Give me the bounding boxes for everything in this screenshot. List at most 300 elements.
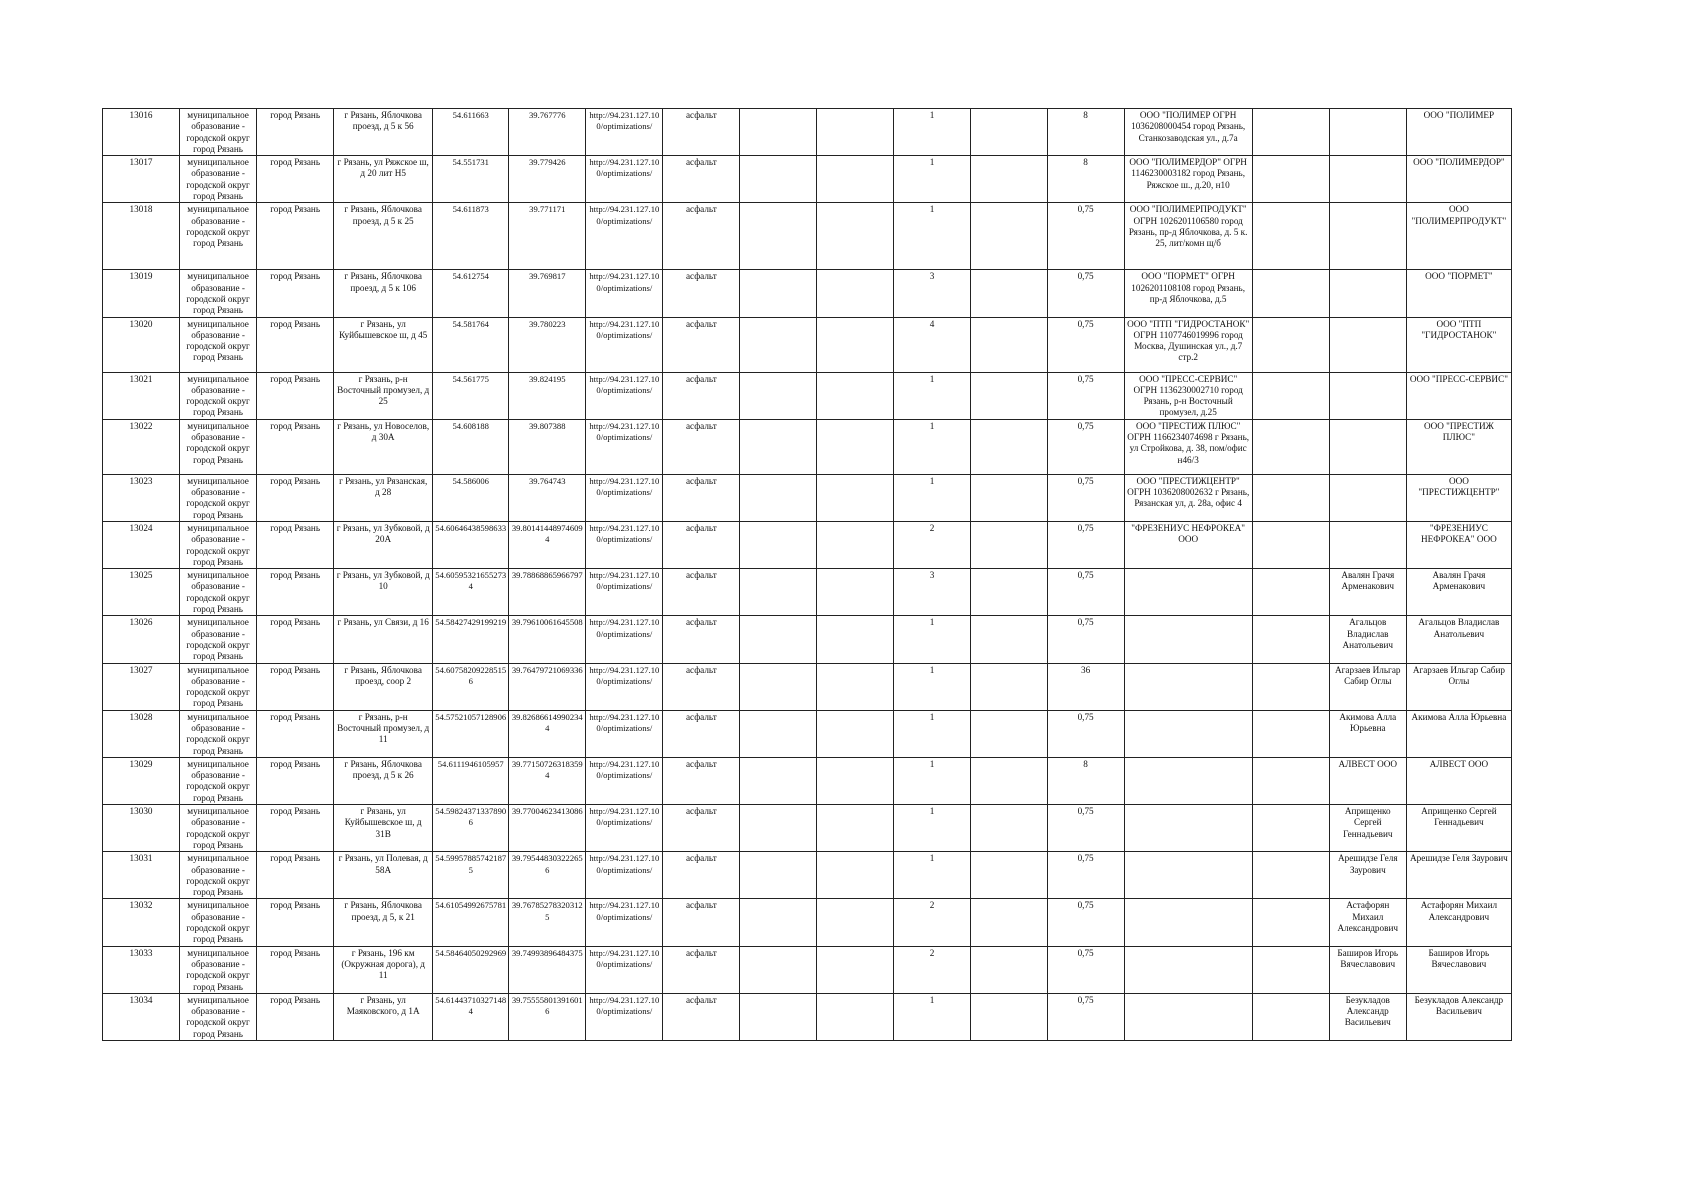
- empty-cell: [1252, 899, 1329, 946]
- city-cell: город Рязань: [257, 419, 334, 474]
- empty-cell: [817, 474, 894, 521]
- empty-cell: [817, 710, 894, 757]
- volume-cell: 0,75: [1047, 270, 1124, 317]
- empty-cell: [970, 993, 1047, 1040]
- volume-cell: 0,75: [1047, 317, 1124, 372]
- empty-cell: [817, 757, 894, 804]
- owner-cell: Агарзаев Ильгар Сабир Оглы: [1406, 663, 1511, 710]
- owner-details-cell: [1124, 993, 1252, 1040]
- latitude-cell: 54.561775: [433, 372, 509, 419]
- row-number: 13018: [103, 203, 180, 270]
- city-cell: город Рязань: [257, 852, 334, 899]
- count-cell: 1: [894, 419, 970, 474]
- empty-cell: [970, 616, 1047, 663]
- row-number: 13022: [103, 419, 180, 474]
- longitude-cell: 39.76785278320312 5: [509, 899, 586, 946]
- responsible-person-cell: Безукладов Александр Васильевич: [1329, 993, 1406, 1040]
- volume-cell: 8: [1047, 109, 1124, 156]
- address-cell: г Рязань, Яблочкова проезд, соор 2: [334, 663, 433, 710]
- empty-cell: [817, 993, 894, 1040]
- row-number: 13025: [103, 569, 180, 616]
- address-cell: г Рязань, р-н Восточный промузел, д 25: [334, 372, 433, 419]
- count-cell: 1: [894, 757, 970, 804]
- municipality-cell: муниципальное образование - городской округ город Рязань: [180, 109, 257, 156]
- surface-cell: асфальт: [663, 946, 740, 993]
- count-cell: 3: [894, 569, 970, 616]
- latitude-cell: 54.581764: [433, 317, 509, 372]
- row-number: 13023: [103, 474, 180, 521]
- table-row: [103, 156, 1512, 203]
- address-cell: г Рязань, р-н Восточный промузел, д 11: [334, 710, 433, 757]
- longitude-cell: 39.76479721069336: [509, 663, 586, 710]
- table-row: [103, 805, 1512, 852]
- count-cell: 1: [894, 663, 970, 710]
- surface-cell: асфальт: [663, 419, 740, 474]
- responsible-person-cell: Агарзаев Ильгар Сабир Оглы: [1329, 663, 1406, 710]
- owner-cell: Баширов Игорь Вячеславович: [1406, 946, 1511, 993]
- surface-cell: асфальт: [663, 474, 740, 521]
- count-cell: 1: [894, 710, 970, 757]
- registry-table: [102, 108, 1512, 1041]
- responsible-person-cell: [1329, 109, 1406, 156]
- latitude-cell: 54.57521057128906: [433, 710, 509, 757]
- longitude-cell: 39.79544830322265 6: [509, 852, 586, 899]
- map-url-cell: http://94.231.127.100/optimizations/: [586, 899, 663, 946]
- count-cell: 1: [894, 474, 970, 521]
- owner-cell: Безукладов Александр Васильевич: [1406, 993, 1511, 1040]
- responsible-person-cell: [1329, 419, 1406, 474]
- city-cell: город Рязань: [257, 109, 334, 156]
- empty-cell: [1252, 663, 1329, 710]
- owner-details-cell: [1124, 710, 1252, 757]
- latitude-cell: 54.61054992675781: [433, 899, 509, 946]
- municipality-cell: муниципальное образование - городской округ город Рязань: [180, 270, 257, 317]
- empty-cell: [1252, 757, 1329, 804]
- city-cell: город Рязань: [257, 521, 334, 568]
- empty-cell: [740, 156, 817, 203]
- latitude-cell: 54.58464050292969: [433, 946, 509, 993]
- longitude-cell: 39.769817: [509, 270, 586, 317]
- row-number: 13033: [103, 946, 180, 993]
- surface-cell: асфальт: [663, 569, 740, 616]
- address-cell: г Рязань, Яблочкова проезд, д 5 к 56: [334, 109, 433, 156]
- responsible-person-cell: [1329, 317, 1406, 372]
- table-row: [103, 899, 1512, 946]
- city-cell: город Рязань: [257, 899, 334, 946]
- count-cell: 1: [894, 993, 970, 1040]
- table-row: [103, 852, 1512, 899]
- map-url-cell: http://94.231.127.100/optimizations/: [586, 805, 663, 852]
- responsible-person-cell: Астафорян Михаил Александрович: [1329, 899, 1406, 946]
- latitude-cell: 54.60595321655273 4: [433, 569, 509, 616]
- address-cell: г Рязань, ул Полевая, д 58А: [334, 852, 433, 899]
- responsible-person-cell: Агальцов Владислав Анатольевич: [1329, 616, 1406, 663]
- surface-cell: асфальт: [663, 616, 740, 663]
- surface-cell: асфальт: [663, 993, 740, 1040]
- empty-cell: [817, 663, 894, 710]
- empty-cell: [817, 109, 894, 156]
- row-number: 13030: [103, 805, 180, 852]
- table-row: [103, 474, 1512, 521]
- city-cell: город Рязань: [257, 757, 334, 804]
- address-cell: г Рязань, ул Зубковой, д 20А: [334, 521, 433, 568]
- city-cell: город Рязань: [257, 317, 334, 372]
- longitude-cell: 39.779426: [509, 156, 586, 203]
- empty-cell: [1252, 805, 1329, 852]
- empty-cell: [1252, 474, 1329, 521]
- owner-cell: Авалян Грачя Арменакович: [1406, 569, 1511, 616]
- address-cell: г Рязань, ул Рязанская, д 28: [334, 474, 433, 521]
- empty-cell: [1252, 156, 1329, 203]
- volume-cell: 0,75: [1047, 419, 1124, 474]
- empty-cell: [740, 474, 817, 521]
- volume-cell: 8: [1047, 757, 1124, 804]
- address-cell: г Рязань, ул Маяковского, д 1А: [334, 993, 433, 1040]
- empty-cell: [970, 710, 1047, 757]
- latitude-cell: 54.608188: [433, 419, 509, 474]
- owner-cell: ООО "ПРЕСТИЖЦЕНТР": [1406, 474, 1511, 521]
- surface-cell: асфальт: [663, 521, 740, 568]
- empty-cell: [817, 317, 894, 372]
- surface-cell: асфальт: [663, 156, 740, 203]
- empty-cell: [740, 372, 817, 419]
- surface-cell: асфальт: [663, 663, 740, 710]
- row-number: 13024: [103, 521, 180, 568]
- address-cell: г Рязань, 196 км (Окружная дорога), д 11: [334, 946, 433, 993]
- empty-cell: [1252, 569, 1329, 616]
- empty-cell: [970, 852, 1047, 899]
- row-number: 13029: [103, 757, 180, 804]
- empty-cell: [740, 569, 817, 616]
- empty-cell: [1252, 710, 1329, 757]
- empty-cell: [970, 317, 1047, 372]
- volume-cell: 0,75: [1047, 852, 1124, 899]
- municipality-cell: муниципальное образование - городской округ город Рязань: [180, 757, 257, 804]
- empty-cell: [970, 419, 1047, 474]
- owner-details-cell: [1124, 663, 1252, 710]
- empty-cell: [817, 203, 894, 270]
- address-cell: г Рязань, ул Куйбышевское ш, д 45: [334, 317, 433, 372]
- table-row: [103, 109, 1512, 156]
- municipality-cell: муниципальное образование - городской округ город Рязань: [180, 852, 257, 899]
- volume-cell: 0,75: [1047, 899, 1124, 946]
- owner-details-cell: ООО "ПОЛИМЕРДОР" ОГРН 1146230003182 город Рязань, Ряжское ш., д.20, н10: [1124, 156, 1252, 203]
- address-cell: г Рязань, ул Связи, д 16: [334, 616, 433, 663]
- empty-cell: [970, 663, 1047, 710]
- municipality-cell: муниципальное образование - городской округ город Рязань: [180, 569, 257, 616]
- empty-cell: [1252, 521, 1329, 568]
- longitude-cell: 39.807388: [509, 419, 586, 474]
- address-cell: г Рязань, Яблочкова проезд, д 5 к 26: [334, 757, 433, 804]
- table-row: [103, 616, 1512, 663]
- longitude-cell: 39.80141448974609 4: [509, 521, 586, 568]
- responsible-person-cell: Акимова Алла Юрьевна: [1329, 710, 1406, 757]
- address-cell: г Рязань, Яблочкова проезд, д 5, к 21: [334, 899, 433, 946]
- municipality-cell: муниципальное образование - городской округ город Рязань: [180, 474, 257, 521]
- map-url-cell: http://94.231.127.100/optimizations/: [586, 156, 663, 203]
- address-cell: г Рязань, ул Ряжское ш, д 20 лит Н5: [334, 156, 433, 203]
- count-cell: 1: [894, 852, 970, 899]
- municipality-cell: муниципальное образование - городской округ город Рязань: [180, 993, 257, 1040]
- longitude-cell: 39.77150726318359 4: [509, 757, 586, 804]
- count-cell: 1: [894, 109, 970, 156]
- address-cell: г Рязань, ул Куйбышевское ш, д 31В: [334, 805, 433, 852]
- volume-cell: 0,75: [1047, 521, 1124, 568]
- city-cell: город Рязань: [257, 156, 334, 203]
- map-url-cell: http://94.231.127.100/optimizations/: [586, 521, 663, 568]
- map-url-cell: http://94.231.127.100/optimizations/: [586, 419, 663, 474]
- municipality-cell: муниципальное образование - городской округ город Рязань: [180, 372, 257, 419]
- map-url-cell: http://94.231.127.100/optimizations/: [586, 109, 663, 156]
- owner-cell: АЛВЕСТ ООО: [1406, 757, 1511, 804]
- map-url-cell: http://94.231.127.100/optimizations/: [586, 474, 663, 521]
- latitude-cell: 54.61443710327148 4: [433, 993, 509, 1040]
- latitude-cell: 54.59957885742187 5: [433, 852, 509, 899]
- latitude-cell: 54.60646438598633: [433, 521, 509, 568]
- row-number: 13019: [103, 270, 180, 317]
- map-url-cell: http://94.231.127.100/optimizations/: [586, 663, 663, 710]
- empty-cell: [1252, 203, 1329, 270]
- municipality-cell: муниципальное образование - городской округ город Рязань: [180, 317, 257, 372]
- address-cell: г Рязань, ул Новоселов, д 30А: [334, 419, 433, 474]
- responsible-person-cell: [1329, 474, 1406, 521]
- longitude-cell: 39.824195: [509, 372, 586, 419]
- empty-cell: [817, 616, 894, 663]
- responsible-person-cell: Баширов Игорь Вячеславович: [1329, 946, 1406, 993]
- empty-cell: [740, 317, 817, 372]
- responsible-person-cell: Арешидзе Геля Заурович: [1329, 852, 1406, 899]
- surface-cell: асфальт: [663, 805, 740, 852]
- empty-cell: [970, 372, 1047, 419]
- map-url-cell: http://94.231.127.100/optimizations/: [586, 616, 663, 663]
- map-url-cell: http://94.231.127.100/optimizations/: [586, 317, 663, 372]
- count-cell: 3: [894, 270, 970, 317]
- table-row: [103, 663, 1512, 710]
- longitude-cell: 39.77004623413086: [509, 805, 586, 852]
- city-cell: город Рязань: [257, 946, 334, 993]
- table-row: [103, 710, 1512, 757]
- longitude-cell: 39.780223: [509, 317, 586, 372]
- surface-cell: асфальт: [663, 270, 740, 317]
- empty-cell: [1252, 109, 1329, 156]
- latitude-cell: 54.586006: [433, 474, 509, 521]
- owner-details-cell: [1124, 616, 1252, 663]
- responsible-person-cell: [1329, 156, 1406, 203]
- owner-cell: Акимова Алла Юрьевна: [1406, 710, 1511, 757]
- empty-cell: [970, 946, 1047, 993]
- city-cell: город Рязань: [257, 203, 334, 270]
- latitude-cell: 54.611873: [433, 203, 509, 270]
- empty-cell: [970, 203, 1047, 270]
- municipality-cell: муниципальное образование - городской округ город Рязань: [180, 946, 257, 993]
- row-number: 13032: [103, 899, 180, 946]
- count-cell: 2: [894, 946, 970, 993]
- registry-rows: [103, 109, 1512, 1041]
- empty-cell: [1252, 317, 1329, 372]
- volume-cell: 0,75: [1047, 474, 1124, 521]
- table-row: [103, 372, 1512, 419]
- volume-cell: 0,75: [1047, 616, 1124, 663]
- empty-cell: [740, 993, 817, 1040]
- count-cell: 1: [894, 203, 970, 270]
- city-cell: город Рязань: [257, 993, 334, 1040]
- empty-cell: [970, 569, 1047, 616]
- owner-cell: ООО "ПОРМЕТ": [1406, 270, 1511, 317]
- owner-cell: Агальцов Владислав Анатольевич: [1406, 616, 1511, 663]
- longitude-cell: 39.764743: [509, 474, 586, 521]
- empty-cell: [740, 419, 817, 474]
- row-number: 13027: [103, 663, 180, 710]
- row-number: 13020: [103, 317, 180, 372]
- table-row: [103, 757, 1512, 804]
- empty-cell: [740, 946, 817, 993]
- empty-cell: [740, 899, 817, 946]
- surface-cell: асфальт: [663, 710, 740, 757]
- count-cell: 1: [894, 156, 970, 203]
- row-number: 13017: [103, 156, 180, 203]
- map-url-cell: http://94.231.127.100/optimizations/: [586, 852, 663, 899]
- empty-cell: [817, 372, 894, 419]
- responsible-person-cell: [1329, 203, 1406, 270]
- owner-cell: Арешидзе Геля Заурович: [1406, 852, 1511, 899]
- longitude-cell: 39.771171: [509, 203, 586, 270]
- surface-cell: асфальт: [663, 852, 740, 899]
- empty-cell: [817, 852, 894, 899]
- latitude-cell: 54.551731: [433, 156, 509, 203]
- empty-cell: [1252, 616, 1329, 663]
- table-row: [103, 203, 1512, 270]
- owner-cell: ООО "ПОЛИМЕРПРОДУКТ": [1406, 203, 1511, 270]
- empty-cell: [740, 805, 817, 852]
- owner-details-cell: [1124, 569, 1252, 616]
- latitude-cell: 54.59824371337890 6: [433, 805, 509, 852]
- owner-details-cell: ООО "ПРЕСТИЖ ПЛЮС" ОГРН 1166234074698 г Рязань, ул Стройкова, д. 38, пом/офис н46/3: [1124, 419, 1252, 474]
- empty-cell: [740, 757, 817, 804]
- count-cell: 1: [894, 616, 970, 663]
- owner-details-cell: ООО "ПОЛИМЕРПРОДУКТ" ОГРН 1026201106580 город Рязань, пр-д Яблочкова, д. 5 к. 25, лит/комн щ/б: [1124, 203, 1252, 270]
- owner-cell: Априщенко Сергей Геннадьевич: [1406, 805, 1511, 852]
- responsible-person-cell: Априщенко Сергей Геннадьевич: [1329, 805, 1406, 852]
- empty-cell: [740, 852, 817, 899]
- table-row: [103, 270, 1512, 317]
- responsible-person-cell: [1329, 372, 1406, 419]
- count-cell: 4: [894, 317, 970, 372]
- volume-cell: 0,75: [1047, 569, 1124, 616]
- city-cell: город Рязань: [257, 569, 334, 616]
- latitude-cell: 54.60758209228515 6: [433, 663, 509, 710]
- owner-details-cell: ООО "ПОРМЕТ" ОГРН 1026201108108 город Рязань, пр-д Яблочкова, д.5: [1124, 270, 1252, 317]
- address-cell: г Рязань, Яблочкова проезд, д 5 к 25: [334, 203, 433, 270]
- address-cell: г Рязань, Яблочкова проезд, д 5 к 106: [334, 270, 433, 317]
- owner-cell: ООО "ПРЕСТИЖ ПЛЮС": [1406, 419, 1511, 474]
- city-cell: город Рязань: [257, 616, 334, 663]
- owner-details-cell: ООО "ПРЕСС-СЕРВИС" ОГРН 1136230002710 город Рязань, р-н Восточный промузел, д.25: [1124, 372, 1252, 419]
- table-row: [103, 317, 1512, 372]
- municipality-cell: муниципальное образование - городской округ город Рязань: [180, 710, 257, 757]
- longitude-cell: 39.74993896484375: [509, 946, 586, 993]
- owner-cell: "ФРЕЗЕНИУС НЕФРОКЕА" ООО: [1406, 521, 1511, 568]
- city-cell: город Рязань: [257, 372, 334, 419]
- volume-cell: 0,75: [1047, 372, 1124, 419]
- volume-cell: 0,75: [1047, 946, 1124, 993]
- municipality-cell: муниципальное образование - городской округ город Рязань: [180, 663, 257, 710]
- map-url-cell: http://94.231.127.100/optimizations/: [586, 946, 663, 993]
- owner-details-cell: ООО "ПРЕСТИЖЦЕНТР" ОГРН 1036208002632 г Рязань, Рязанская ул, д. 28а, офис 4: [1124, 474, 1252, 521]
- row-number: 13016: [103, 109, 180, 156]
- owner-details-cell: "ФРЕЗЕНИУС НЕФРОКЕА" ООО: [1124, 521, 1252, 568]
- municipality-cell: муниципальное образование - городской округ город Рязань: [180, 899, 257, 946]
- empty-cell: [1252, 270, 1329, 317]
- empty-cell: [970, 270, 1047, 317]
- city-cell: город Рязань: [257, 474, 334, 521]
- responsible-person-cell: [1329, 270, 1406, 317]
- responsible-person-cell: АЛВЕСТ ООО: [1329, 757, 1406, 804]
- latitude-cell: 54.612754: [433, 270, 509, 317]
- longitude-cell: 39.75555801391601 6: [509, 993, 586, 1040]
- row-number: 13028: [103, 710, 180, 757]
- empty-cell: [970, 757, 1047, 804]
- city-cell: город Рязань: [257, 710, 334, 757]
- owner-details-cell: [1124, 946, 1252, 993]
- address-cell: г Рязань, ул Зубковой, д 10: [334, 569, 433, 616]
- empty-cell: [970, 156, 1047, 203]
- row-number: 13021: [103, 372, 180, 419]
- map-url-cell: http://94.231.127.100/optimizations/: [586, 993, 663, 1040]
- row-number: 13031: [103, 852, 180, 899]
- table-row: [103, 946, 1512, 993]
- surface-cell: асфальт: [663, 317, 740, 372]
- empty-cell: [817, 946, 894, 993]
- empty-cell: [817, 270, 894, 317]
- owner-cell: ООО "ПОЛИМЕР: [1406, 109, 1511, 156]
- empty-cell: [1252, 946, 1329, 993]
- latitude-cell: 54.58427429199219: [433, 616, 509, 663]
- map-url-cell: http://94.231.127.100/optimizations/: [586, 757, 663, 804]
- empty-cell: [740, 663, 817, 710]
- empty-cell: [1252, 852, 1329, 899]
- empty-cell: [970, 521, 1047, 568]
- owner-details-cell: [1124, 805, 1252, 852]
- owner-cell: Астафорян Михаил Александрович: [1406, 899, 1511, 946]
- table-row: [103, 569, 1512, 616]
- empty-cell: [817, 521, 894, 568]
- municipality-cell: муниципальное образование - городской округ город Рязань: [180, 156, 257, 203]
- owner-details-cell: ООО "ПТП "ГИДРОСТАНОК" ОГРН 1107746019996 город Москва, Душинская ул., д.7 стр.2: [1124, 317, 1252, 372]
- empty-cell: [740, 521, 817, 568]
- count-cell: 2: [894, 521, 970, 568]
- volume-cell: 0,75: [1047, 805, 1124, 852]
- owner-details-cell: [1124, 757, 1252, 804]
- empty-cell: [740, 270, 817, 317]
- volume-cell: 0,75: [1047, 993, 1124, 1040]
- empty-cell: [1252, 419, 1329, 474]
- surface-cell: асфальт: [663, 203, 740, 270]
- municipality-cell: муниципальное образование - городской округ город Рязань: [180, 419, 257, 474]
- table-row: [103, 419, 1512, 474]
- empty-cell: [1252, 372, 1329, 419]
- latitude-cell: 54.6111946105957: [433, 757, 509, 804]
- owner-details-cell: [1124, 899, 1252, 946]
- municipality-cell: муниципальное образование - городской округ город Рязань: [180, 805, 257, 852]
- empty-cell: [970, 899, 1047, 946]
- volume-cell: 36: [1047, 663, 1124, 710]
- empty-cell: [970, 109, 1047, 156]
- municipality-cell: муниципальное образование - городской округ город Рязань: [180, 616, 257, 663]
- latitude-cell: 54.611663: [433, 109, 509, 156]
- empty-cell: [1252, 993, 1329, 1040]
- owner-details-cell: ООО "ПОЛИМЕР ОГРН 1036208000454 город Рязань, Станкозаводская ул., д.7а: [1124, 109, 1252, 156]
- map-url-cell: http://94.231.127.100/optimizations/: [586, 710, 663, 757]
